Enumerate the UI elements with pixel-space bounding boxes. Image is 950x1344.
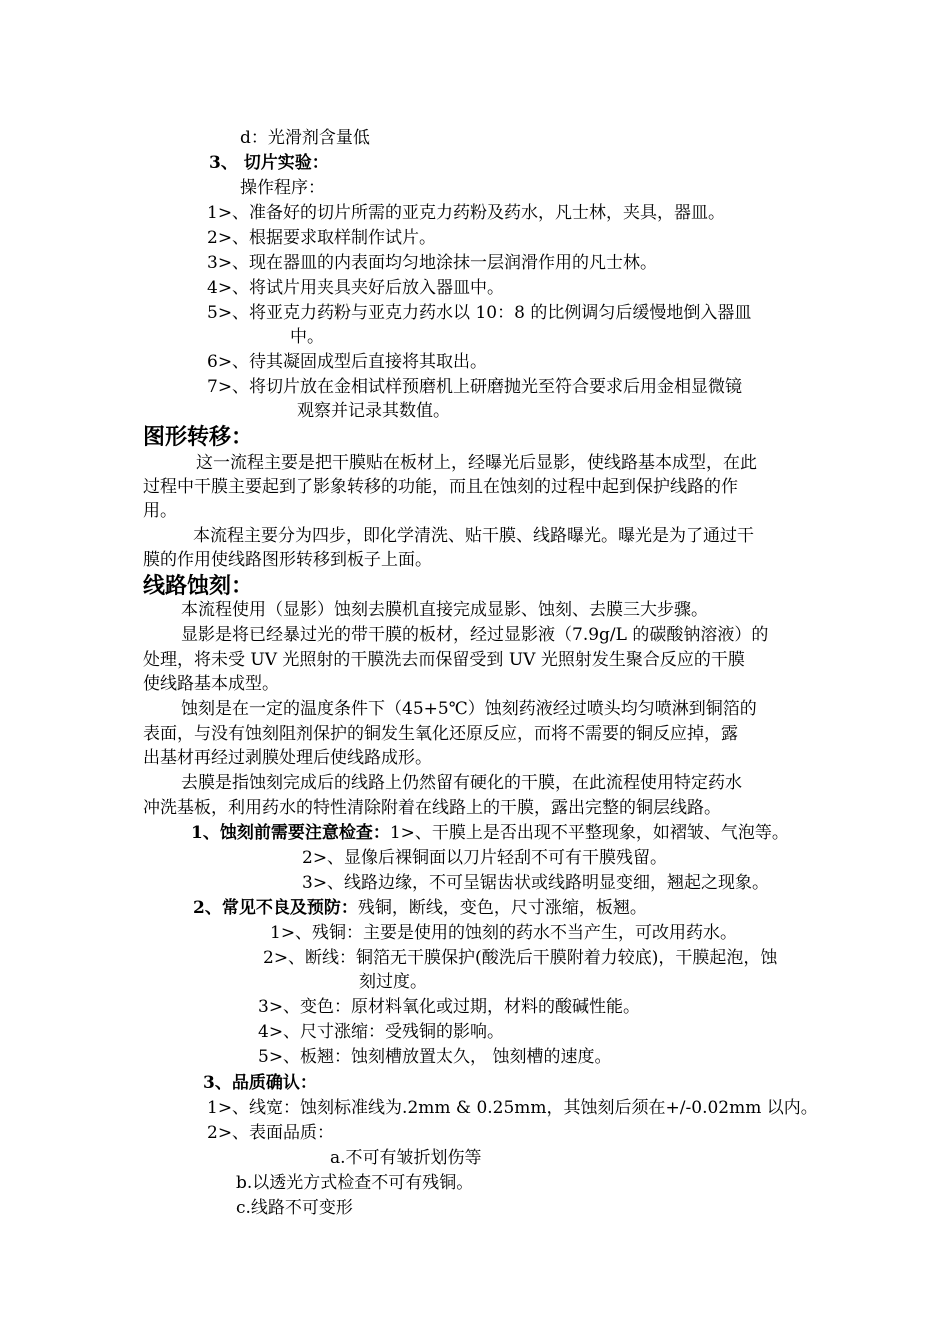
step-4: 4>、将试片用夹具夹好后放入器皿中。 (207, 278, 505, 298)
pattern-line-2: 过程中干膜主要起到了影象转移的功能，而且在蚀刻的过程中起到保护线路的作 (143, 477, 738, 497)
etching-line-6: 表面，与没有蚀刻阻剂保护的铜发生氧化还原反应，而将不需要的铜反应掉，露 (143, 724, 738, 744)
etching-line-5: 蚀刻是在一定的温度条件下（45+5℃）蚀刻药液经过喷头均匀喷淋到铜箔的 (181, 699, 757, 719)
defect-2: 2>、断线：铜箔无干膜保护(酸洗后干膜附着力较底)，干膜起泡，蚀 (263, 948, 778, 968)
defect-3: 3>、变色：原材料氧化或过期，材料的酸碱性能。 (258, 997, 641, 1017)
etching-line-1: 本流程使用（显影）蚀刻去膜机直接完成显影、蚀刻、去膜三大步骤。 (181, 600, 708, 620)
etching-line-3: 处理，将未受 UV 光照射的干膜洗去而保留受到 UV 光照射发生聚合反应的干膜 (143, 650, 745, 670)
defects-row (193, 896, 647, 920)
quality-2: 2>、表面品质： (207, 1123, 335, 1143)
pattern-transfer-title: 图形转移： (143, 425, 254, 450)
defect-1: 1>、残铜：主要是使用的蚀刻的药水不当产生，可改用药水。 (270, 923, 738, 943)
step-2: 2>、根据要求取样制作试片。 (207, 228, 437, 248)
quality-label: 3、品质确认： (203, 1073, 317, 1093)
defect-2-cont: 刻过度。 (359, 972, 427, 992)
step-1: 1>、准备好的切片所需的亚克力药粉及药水，凡士林，夹具，器皿。 (207, 203, 726, 223)
quality-2b: b.以透光方式检查不可有残铜。 (236, 1173, 474, 1193)
slice-heading: 3、 切片实验： (209, 153, 329, 173)
item-d: d：光滑剂含量低 (240, 128, 370, 148)
pattern-line-5: 膜的作用使线路图形转移到板子上面。 (143, 550, 432, 570)
pattern-line-4: 本流程主要分为四步，即化学清洗、贴干膜、线路曝光。曝光是为了通过干 (193, 526, 754, 546)
attention-item-2: 2>、显像后裸铜面以刀片轻刮不可有干膜残留。 (302, 848, 668, 868)
attention-item-3: 3>、线路边缘，不可呈锯齿状或线路明显变细，翘起之现象。 (302, 873, 770, 893)
etching-line-4: 使线路基本成型。 (143, 674, 279, 694)
step-6: 6>、待其凝固成型后直接将其取出。 (207, 352, 488, 372)
etching-line-9: 冲洗基板，利用药水的特性清除附着在线路上的干膜，露出完整的铜层线路。 (143, 798, 721, 818)
defect-5: 5>、板翘：蚀刻槽放置太久， 蚀刻槽的速度。 (258, 1047, 612, 1067)
etching-title: 线路蚀刻： (143, 574, 254, 599)
etching-line-7: 出基材再经过剥膜处理后使线路成形。 (143, 748, 432, 768)
attention-item-1: 1>、干膜上是否出现不平整现象，如褶皱、气泡等。 (389, 823, 789, 843)
step-7-cont: 观察并记录其数值。 (297, 401, 450, 421)
defect-4: 4>、尺寸涨缩：受残铜的影响。 (258, 1022, 505, 1042)
step-5: 5>、将亚克力药粉与亚克力药水以 10：8 的比例调匀后缓慢地倒入器皿 (207, 303, 752, 323)
step-3: 3>、现在器皿的内表面均匀地涂抹一层润滑作用的凡士林。 (207, 253, 658, 273)
step-7: 7>、将切片放在金相试样预磨机上研磨抛光至符合要求后用金相显微镜 (207, 377, 743, 397)
attention-label: 1、蚀刻前需要注意检查： (191, 823, 390, 843)
quality-2a: a.不可有皱折划伤等 (330, 1148, 482, 1168)
step-5-cont: 中。 (290, 327, 324, 347)
procedure-label: 操作程序： (240, 178, 325, 198)
etching-line-8: 去膜是指蚀刻完成后的线路上仍然留有硬化的干膜，在此流程使用特定药水 (181, 773, 742, 793)
defects-label: 2、常见不良及预防： (193, 898, 358, 918)
pattern-line-3: 用。 (143, 501, 177, 521)
quality-1: 1>、线宽：蚀刻标准线为.2mm & 0.25mm，其蚀刻后须在+/-0.02mm 以内。 (207, 1098, 818, 1118)
etching-line-2: 显影是将已经暴过光的带干膜的板材，经过显影液（7.9g/L 的碳酸钠溶液）的 (181, 625, 769, 645)
quality-2c: c.线路不可变形 (236, 1198, 353, 1218)
defects-list: 残铜，断线，变色，尺寸涨缩，板翘。 (357, 898, 647, 918)
pattern-line-1: 这一流程主要是把干膜贴在板材上，经曝光后显影，使线路基本成型，在此 (196, 453, 757, 473)
attention-row (191, 821, 789, 845)
